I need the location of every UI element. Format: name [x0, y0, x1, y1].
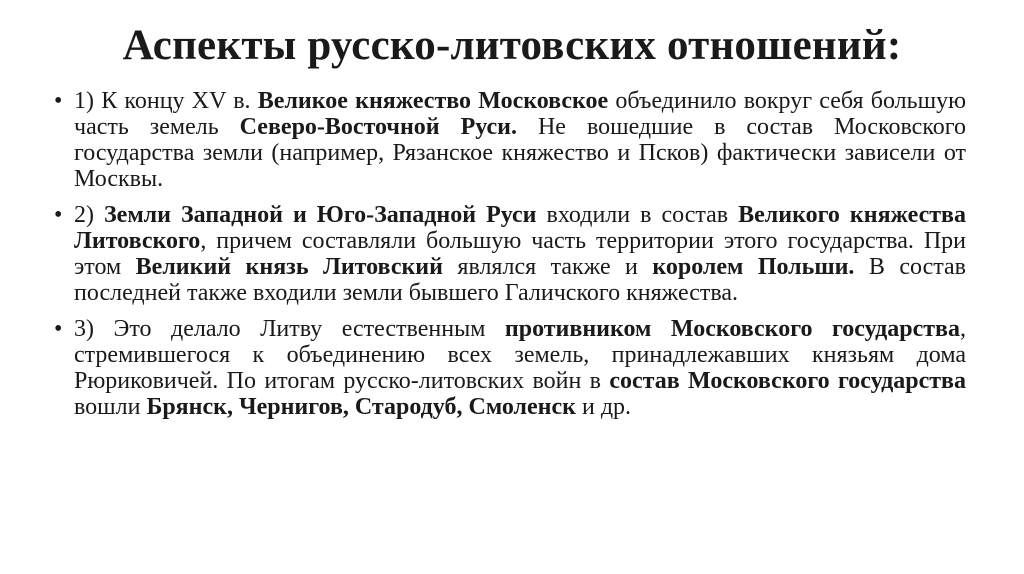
list-item: • 3) Это делало Литву естественным противником Московского государства, стремившегося к объединению всех земель, принадлежавших князьям дома Рюриковичей. По итогам русско-литовских войн в состав Московского государства вошли Брянск, Чернигов, Стародуб, Смоленск и др.: [54, 316, 967, 420]
list-item: • 2) Земли Западной и Юго-Западной Руси входили в состав Великого княжества Литовского, причем составляли большую часть территории этого государства. При этом Великий князь Литовский являлся также и королем Польши. В состав последней также входили земли бывшего Галичского княжества.: [54, 202, 967, 306]
bullet-list: [54, 88, 966, 430]
bullet-icon: •: [54, 202, 63, 228]
list-item: • 1) К концу XV в. Великое княжество Московское объединило вокруг себя большую часть земель Северо-Восточной Руси. Не вошедшие в состав Московского государства земли (например, Рязанское княжество и Псков) фактически зависели от Москвы.: [54, 88, 967, 192]
bullet-icon: •: [54, 316, 63, 342]
bullet-icon: •: [54, 88, 63, 114]
slide-title: Аспекты русско-литовских отношений:: [122, 22, 902, 69]
